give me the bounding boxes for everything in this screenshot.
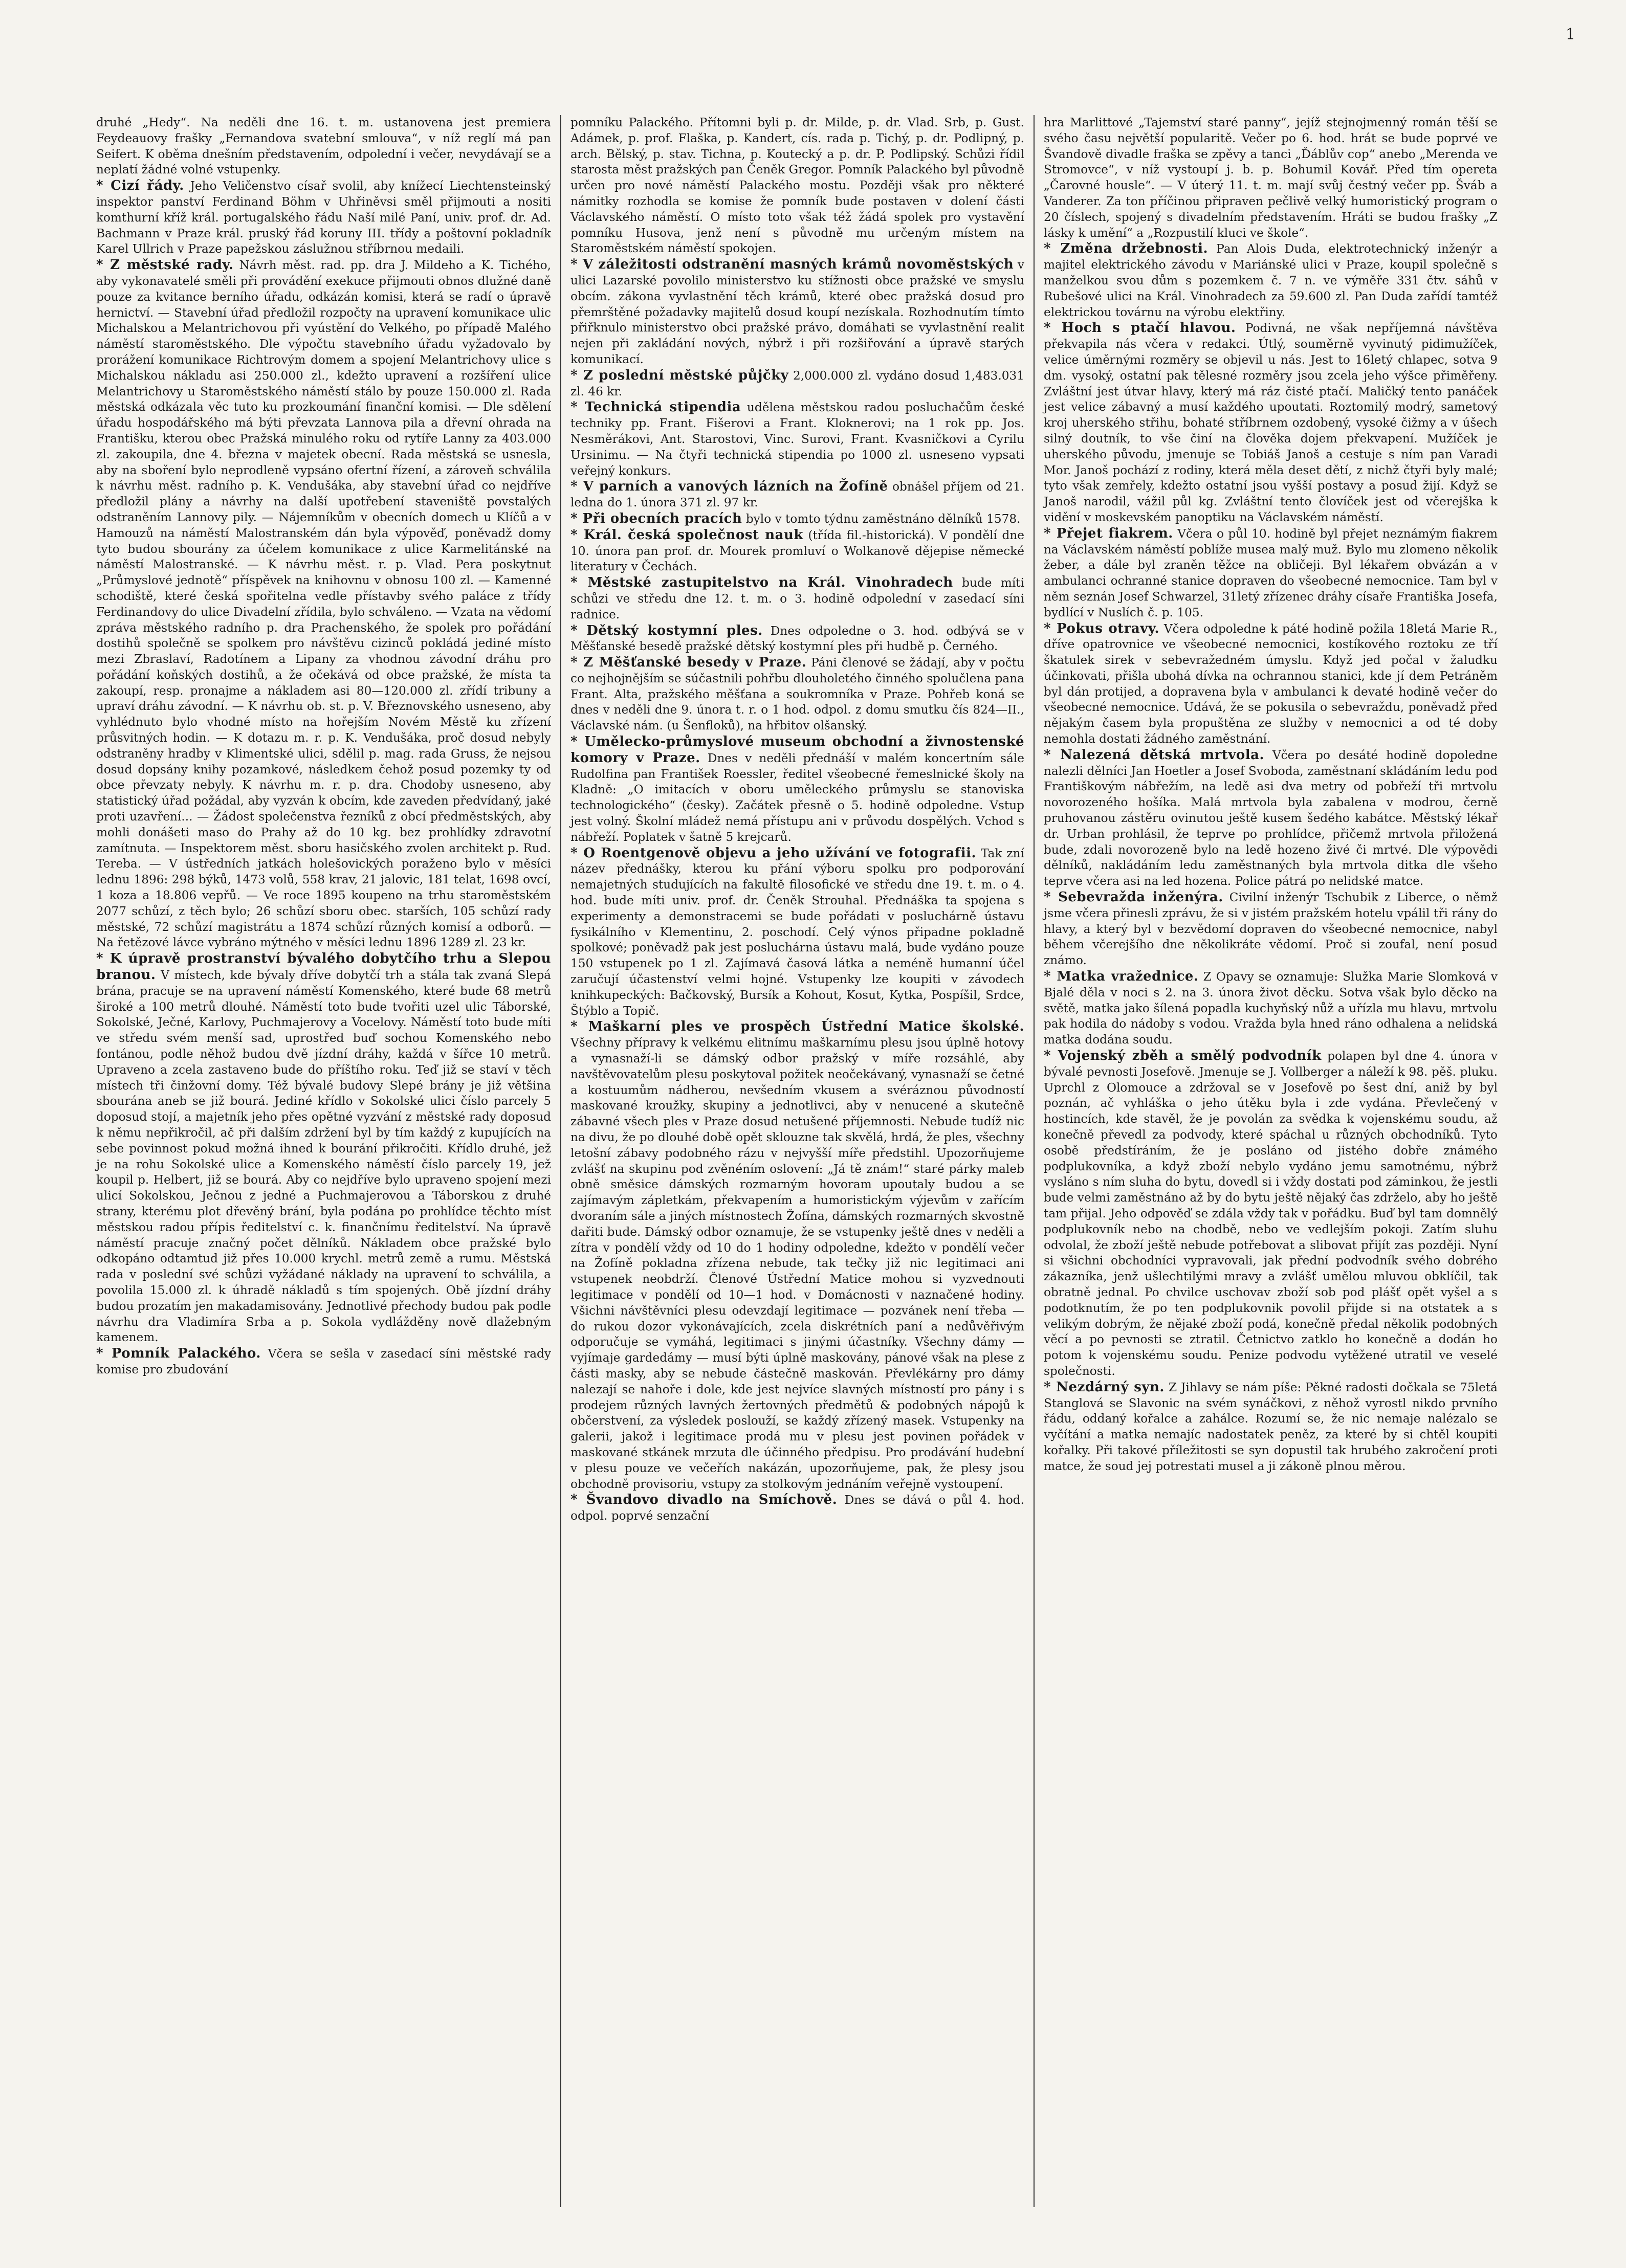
article-headline: * V záležitosti odstranění masných krámů novoměstských xyxy=(570,257,1014,273)
article-text: Dnes se dává o půl 4. hod. odpol. poprvé senzační xyxy=(570,1493,1025,1523)
article-text: Včera se sešla v zasedací síni městské rady komise pro zbudování xyxy=(96,1347,551,1376)
article-headline: * K úpravě prostranství bývalého dobytčího trhu a Slepou branou. xyxy=(96,951,551,983)
article-headline: * Dětský kostymní ples. xyxy=(570,622,763,638)
article-headline: * Z poslední městské půjčky xyxy=(570,367,789,383)
column-1 xyxy=(87,115,560,2207)
article-headline: * Vojenský zběh a smělý podvodník xyxy=(1044,1048,1322,1064)
article-text: Páni členové se žádají, aby v počtu co nejhojnějším se súčastnili pohřbu dlouholetého činného spolučlena pana Frant. Alta, pražského měšťana a soukromníka v Praze. Pohřeb koná se dnes v neděli dne 9. února t. r. o 1 hod. odpol. z domu smutku čís 824—II., Václavské nám. (u Šenfloků), na hřbitov olšanský. xyxy=(570,656,1025,733)
article xyxy=(96,1346,551,1378)
article-text: obnášel příjem od 21. ledna do 1. února 371 zl. 97 kr. xyxy=(570,480,1024,510)
article-text: Návrh měst. rad. pp. dra J. Mildeho a K. Tichého, aby vykonavatelé směli při provádění exekuce přijmouti obnos dlužné daně pouze za kvitance berního úřadu, odkázán komisi, která se radí o úpravě hernictví. — Stavební úřad předložil rozpočty na upravení komunikace ulic Michalskou a Melantrichovou při vyústění do Velkého, po případě Malého náměstí staroměstského. Dle výpočtu stavebního úřadu vyžadovalo by prorážení komunikace Richtrovým domem a spojení Melantrichovy ulice s Michalskou nákladu asi 250.000 zl., kdežto upravení a rozšíření ulice Melantrichovy u Staroměstského náměstí stálo by pouze 150.000 zl. Rada městská odkázala věc tuto ku prozkoumání finanční komisi. — Dle sdělení úřadu hospodářského má býti převzata Lannova pila a dřevní ohrada na Františku, kterou obec Pražská minulého roku od rytíře Lanny za 403.000 zl. zakoupila, dne 4. března v majetek obecní. Rada městská se usnesla, aby na sboření bylo neprodleně vypsáno ofertní řízení, a zároveň schválila k návrhu měst. radního p. K. Vendušáka, aby stavební úřad co nejdříve předložil plány a návrhy na další upotřebení staveniště povstalých odstraněním Lannovy pily. — Nájemníkům v obecních domech u Klíčů a v Hamouzů na náměstí Malostranském dán byla výpověď, poněvadž domy tyto budou sbourány za účelem komunikace z ulice Karmelitánské na náměstí Malostranské. — K návrhu měst. r. p. Vlad. Pera poskytnut „Průmyslové jednotě“ příspěvek na knihovnu v obnosu 100 zl. — Kamenné schodiště, které česká spořitelna vedle přístavby svého paláce z třídy Ferdinandovy do ulice Divadelní zřídila, bylo schváleno. — Vzata na vědomí zpráva městského radního p. dra Prachenského, že spolek pro pořádání dostihů společně se spolkem pro návštěvu cizinců pokládá jediné místo mezi Zbraslaví, Radotínem a Lipany za vhodnou závodní dráhu pro pořádání koňských dostihů, a že očekává od obce pražské, že místa ta zakoupí, resp. pronajme a nákladem asi 80—120.000 zl. zřídí tribuny a upraví dráhu závodní. — K návrhu ob. st. p. V. Březnovského usneseno, aby vyhlédnuto bylo vhodné místo na hořejším Novém Městě ku zřízení průsvitných hodin. — K dotazu m. r. p. K. Vendušáka, proč dosud nebyly odstraněny hradby v Klimentské ulici, sdělil p. mag. rada Gruss, že nejsou dosud dopsány knihy pozamkové, následkem čehož posud pozemky ty od obce převzaty nebyly. K návrhu m. r. p. dra. Chodoby usneseno, aby statistický úřad požádal, aby vyzván k obcím, kde zaveden předvídaný, jaké proti uzavření... — Žádost společenstva řezníků z obcí předměstských, aby mohli donášeti maso do Prahy až do 10 kg. bez prohlídky zdravotní zamítnuta. — Inspektorem měst. sboru hasičského zvolen architekt p. Rud. Tereba. — V ústředních jatkách holešovických poraženo bylo v měsíci lednu 1896: 298 býků, 1473 volů, 558 krav, 21 jalovic, 181 telat, 1698 ovcí, 1 koza a 18.806 vepřů. — Ve roce 1895 koupeno na trhu staroměstském 2077 schůzí, z těch bylo; 26 schůzí sboru obec. starších, 105 schůzí rady městské, 72 schůzí magistrátu a 1874 schůzí různých komisí a odborů. — Na řetězové lávce vybráno mýtného v měsíci lednu 1896 1289 zl. 23 kr. xyxy=(96,258,552,950)
article-headline: * Nezdárný syn. xyxy=(1044,1379,1164,1395)
article xyxy=(570,368,1024,400)
article xyxy=(570,1492,1024,1524)
article-text: hra Marlittové „Tajemství staré panny“, jejíž stejnojmenný román těší se svého času největší popularitě. Večer po 6. hod. hrát se bude poprvé ve Švandově divadle fraška se zpěvy a tanci „Ďáblův cop“ anebo „Merenda ve Stromovce“, v níž vystoupí j. b. p. Bohumil Kovář. Před tím opereta „Čarovné housle“. — V úterý 11. t. m. mají svůj čestný večer pp. Šváb a Vanderer. Za ton příčinou připraven pečlivě velký humoristický program o 20 číslech, spojený s divadelním představením. Hráti se budou frašky „Z lásky k umění“ a „Rozpustilí kluci ve škole“. xyxy=(1044,116,1498,240)
article-headline: * Technická stipendia xyxy=(570,399,741,415)
article xyxy=(570,115,1024,257)
article-headline: * Přejet fiakrem. xyxy=(1044,525,1173,541)
article-text: druhé „Hedy“. Na neděli dne 16. t. m. ustanovena jest premiera Feydeauovy frašky „Fernandova svatební smlouva“, v níž reglí má pan Seifert. K oběma dnešním představením, odpolední i večer, nevydávají se a neplatí žádné volné vstupenky. xyxy=(96,116,551,177)
article xyxy=(570,479,1024,511)
article-headline: * Umělecko-průmyslové museum obchodní a živnostenské komory v Praze. xyxy=(570,734,1024,766)
article xyxy=(1044,241,1498,320)
article xyxy=(96,178,551,257)
article xyxy=(96,257,551,951)
article xyxy=(570,257,1024,368)
article-text: bude míti schůzi ve středu dne 12. t. m. o 3. hodině odpolední v zasedací síni radnice. xyxy=(570,576,1025,621)
article-headline: * Hoch s ptačí hlavou. xyxy=(1044,320,1236,336)
article xyxy=(570,1019,1024,1492)
article-headline: * Sebevražda inženýra. xyxy=(1044,890,1223,905)
column-2 xyxy=(560,115,1034,2207)
article xyxy=(570,399,1024,479)
article-text: pomníku Palackého. Přítomni byli p. dr. Milde, p. dr. Vlad. Srb, p. Gust. Adámek, p. prof. Flaška, p. Kandert, cís. rada p. Tichý, p. dr. Podlipný, p. arch. Bělský, p. stav. Tichna, p. Koutecký a p. dr. P. Podlipský. Schůzi řídil starosta měst pražských pan Čeněk Gregor. Pomník Palackého byl původně určen pro nové náměstí Palackého mostu. Později však pro některé námitky rozhodla se komise že pomník bude postaven v dolení části Václavského náměstí. O místo toto však též žádá spolek pro vystavění pomníku Husova, jenž není s původně mu určeným místem na Staroměstském náměstí spokojen. xyxy=(570,116,1024,256)
article-headline: * Změna držebnosti. xyxy=(1044,241,1208,257)
article-headline: * Cizí řády. xyxy=(96,178,184,194)
columns xyxy=(87,115,1509,2207)
article-headline: * Pomník Palackého. xyxy=(96,1346,261,1362)
article-text: polapen byl dne 4. února v bývalé pevnosti Josefově. Jmenuje se J. Vollberger a náleží k 98. pěš. pluku. Uprchl z Olomouce a zdržoval se v Josefově po šest dní, aniž by byl poznán, ač vyhláška o jeho útěku byla i zde vydána. Převlečený v hostincích, kde stavěl, že je povolán za svědka k vojenskému soudu, až konečně převedl za podvody, které spáchal u různých obchodníků. Tyto osobě předstíráním, že je posláno od jistého dobře známého podplukovníka, a když zboží nebylo vydáno jemu samotnému, nýbrž vysláno s ním sluha do bytu, dovedl si i vždy dostati pod záminkou, že jestli bude velmi zaměstnáno až by do bytu ještě nějaký čas zdrželo, aby ho ještě tam přijal. Jeho odpověď se zdála vždy tak v pořádku. Buď byl tam domnělý podplukovník nebo na chodbě, nebo ve vedlejším pokoji. Zatím sluhu odvolal, že zboží ještě nebude potřebovat a slibovat přijít zas později. Nyní si všichni obchodníci vypravovali, jak přední podvodník svého dobrého zákazníka, jenž ušlechtilými mravy a zvlášť umělou mluvou obklíčil, tak obratně jednal. Po chvilce uschovav zboží sob pod plášť opět vyšel a s podotknutím, že po ten podplukovnik povolil přijde si na otstatek a s velikým dobrým, že nějaké zboží podá, konečně předal několik podobných věcí a po pevnosti se ztratil. Četnictvo zatklo ho konečně a dodán ho potom k vojenskému soudu. Penize podvodu vytěžené utratil ve veselé společnosti. xyxy=(1044,1049,1498,1378)
article-headline: * Při obecních pracích xyxy=(570,510,742,526)
article xyxy=(570,575,1024,622)
article-headline: * O Roentgenově objevu a jeho užívání ve fotografii. xyxy=(570,845,977,861)
article-headline: * Městské zastupitelstvo na Král. Vinohradech xyxy=(570,575,953,591)
article-headline: * Nalezená dětská mrtvola. xyxy=(1044,747,1265,763)
article-text: Civilní inženýr Tschubik z Liberce, o němž jsme včera přinesli zprávu, že si v jistém pražském hotelu vpálil tři rány do hlavy, a který byl v bezvědomí dopraven do všeobecné nemocnice, nabyl během včerejšího dne několikráte vědomí. Proč si zoufal, není posud známo. xyxy=(1044,891,1498,968)
article-headline: * Král. česká společnost nauk xyxy=(570,527,803,543)
article-text: Jeho Veličenstvo císař svolil, aby knížecí Liechtensteinský inspektor panství Ferdinand Böhm v Uhřiněvsi směl přijmouti a nositi komthurní kříž král. portugalského řádu Naší milé Paní, univ. prof. dr. Ad. Bachmann v Praze král. pruský řád koruny III. třídy a poštovní pokladník Karel Ullrich v Praze papežskou záslužnou stříbrnou medaili. xyxy=(96,179,552,256)
article-text: udělena městskou radou posluchačům české techniky pp. Frant. Fišerovi a Frant. Kloknerovi; na 1 rok pp. Jos. Nesměrákovi, Ant. Starostovi, Vinc. Surovi, Frant. Kvasničkovi a Cyrilu Ursinimu. — Na čtyři technická stipendia po 1000 zl. usneseno vypsati veřejný konkurs. xyxy=(570,401,1024,478)
article-text: Z Jihlavy se nám píše: Pěkné radosti dočkala se 75letá Stanglová se Slavonic na svém synáčkovi, z něhož vyrostl nikdo prvního řádu, oddaný kořalce a zahálce. Rozumí se, že nic nemaje nalézalo se vyčítání a matka nemajíc nadostatek peněz, za které by si chtěl koupiti kořalky. Při takové příležitosti se syn dopustil tak hrubého zakročení proti matce, že soud jej potrestati musel a ji zákoně plnou měrou. xyxy=(1044,1380,1498,1473)
article-text: (třída fil.-historická). V pondělí dne 10. února pan prof. dr. Mourek promluví o Wolkanově dějepise německé literatury v Čechách. xyxy=(570,528,1025,574)
article xyxy=(1044,621,1498,747)
article-headline: * Švandovo divadlo na Smíchově. xyxy=(570,1492,838,1508)
article xyxy=(1044,115,1498,241)
article xyxy=(96,115,551,178)
article-headline: * Pokus otravy. xyxy=(1044,620,1160,636)
article-text: Podivná, ne však nepříjemná návštěva překvapila nás včera v redakci. Útlý, souměrně vyvinutý pidimužíček, velice úměrnými rozměry se objevil u nás. Jest to 16letý chlapec, sotva 9 dm. vysoký, ostatní pak tělesné rozměry jsou zcela jeho výšce přiměřeny. Zvláštní jest útvar hlavy, který má ráz čisté ptačí. Maličký tento panáček jest velice zábavný a musí každého upoutati. Roztomilý modrý, sametový kroj uherského střihu, bohaté stříbrnem ozdobený, vysoké čižmy a v úšech silný doutník, to vše činí na člověka dojem překvapení. Mužíček je uherského původu, jmenuje se Tobiáš Janoš a cestuje s ním pan Varadi Mor. Janoš pochází z rodiny, která měla deset dětí, z nichž čtyři byly malé; tyto však zemřely, kdežto ostatní jsou vyšší postavy a posud žijí. Když se Janoš narodil, vážil půl kg. Zvláštní tento človíček jest od včerejška k vidění v moskevském panoptiku na Václavském náměstí. xyxy=(1044,321,1498,524)
article-text: Včera po desáté hodině dopoledne nalezli dělníci Jan Hoetler a Josef Svoboda, zaměstnaní skládáním ledu pod Františkovým nábřežím, na ledě asi dva metry od pobřeží tři mrtvolu novorozeného hošíka. Malá mrtvola byla zabalena v modrou, černě pruhovanou zástěru ovinutou ještě kusem šedého kabátce. Městský lékař dr. Urban prohlásil, že teprve po prohlídce, přičemž mrtvola přiložená bude, zdali novorozeně bylo na ledě hozeno živé či mrtvé. Dle výpovědi dělníků, nakládáním ledu zaměstnaných byla mrtvola ditka dle všeho teprve včera asi na led hozena. Police pátrá po nelidské matce. xyxy=(1044,748,1498,888)
article-text: V místech, kde bývaly dříve dobytčí trh a stála tak zvaná Slepá brána, pracuje se na upravení náměstí Komenského, které bude 68 metrů široké a 100 metrů dlouhé. Náměstí toto bude tvořiti uzel ulic Táborské, Sokolské, Ječné, Karlovy, Puchmajerovy a Vocelovy. Náměstí toto bude míti ve středu svém menší sad, uprostřed buď sochou Komenského nebo fontánou, podle něhož budou dvě jízdní dráhy, každá v šířce 10 metrů. Upraveno a zcela zastaveno bude do příštího roku. Teď již se staví v těch místech tři činžovní domy. Též bývalé budovy Slepé brány je již většina sbourána aneb se již bourá. Jediné křídlo v Sokolské ulici číslo parcely 5 doposud stojí, a majetník jeho přes opětné vyzvání z městské rady doposud k němu nepřikročil, ač při dalším zdržení byl by tím každý z kupujících na sebe povinnost pokud možná ihned k bourání přikročiti. Křídlo druhé, jež je na rohu Sokolské ulice a Komenského náměstí číslo parcely 19, jež koupil p. Helbert, již se bourá. Aby co nejdříve bylo upraveno spojení mezi ulicí Sokolskou, Ječnou z jedné a Puchmajerovou a Táborskou z druhé strany, kterému plot dřevěný brání, byla podána po prohlídce těchto míst městskou radou přípis ředitelství c. k. finančnímu ředitelství. Na úpravě náměstí pracuje značný počet dělníků. Nákladem obce pražské bylo odkopáno odtamtud již přes 10.000 krychl. metrů země a rumu. Městská rada v poslední své schůzi vyžádané náklady na upravení to schválila, a povolila 15.000 zl. k úhradě nákladů s tím spojených. Obě jízdní dráhy budou prozatím jen makadamisovány. Jednotlivé přechody budou pak podle návrhu dra Vladimíra Srba a p. Sokola vydlážděny nově dlažebným kamenem. xyxy=(96,968,552,1345)
article-text: Všechny přípravy k velkému elitnímu maškarnímu plesu jsou úplně hotovy a vynasnaží-li se dámský odbor pražský v míře rozsáhlé, aby navštěvovatelům plesu poskytoval požitek neočekávaný, vynasnaží se četné a kostuumům nádherou, nevšedním vkusem a svéráznou původností maskované kroužky, skupiny a jednotlivci, aby v nenucené a skutečně zábavné všech ples v Praze dosud netušené příjemnosti. Nebude tudíž nic na divu, že po dlouhé době opět sklouzne tak skvělá, hrdá, že ples, všechny letošní zábavy podobného rázu v nejvyšší míře předstihl. Upozorňujeme zvlášť na skupinu pod zvěnéním oslovení: „Já tě znám!“ staré párky maleb obně směsice dámských rozmarným hovoram upoutaly budou a se zajímavým zápletkám, překvapením a humoristickým výjevům v zařícím dvoraním sále a jiných místnostech Žofína, dámských rozmarných skvostně dařiti bude. Dámský odbor oznamuje, že se vstupenky ještě dnes v neděli a zítra v pondělí vždy od 10 do 1 hodiny odpoledne, kdežto v pondělí večer na Žofíně pokladna zřízena nebude, tak tečky již nic legitimaci ani vstupenek neobdrží. Členové Ústřední Matice mohou si vyzvednouti legitimace v pondělí od 10—1 hod. v Domácnosti v naznačené hodiny. Všichni návštěvníci plesu odevzdají legitimace — pozvánek není třeba — do rukou dozor vykonávajících, zcela diskrétních paní a nedůvěřivým odporučuje se vymáhá, legitimaci s jinými účastníky. Všechny dámy — vyjímaje gardedámy — musí býti úplně maskovány, pánové však na plese z části masky, aby se nebude částečně maskován. Převlékárny pro dámy nalezají se nahoře i dole, kde jest nejvíce slavných místností pro pány i s prodejem různých lavných žertovných předmětů & podobných nápojů k občerstvení, za výsledek poslouží, se každý zřízený masek. Vstupenky na galerii, jakož i legitimace prodá mu v plesu jest povinen pořádek v maskované stkánek mrzuta dle účinného předpisu. Pro prodávání hudební v plesu pouze ve večeřích nakázán, upozorňujeme, pak, že plesy jsou obchodně provisoriu, vstupy za stolkovým jednáním veřejně vystoupení. xyxy=(570,1036,1024,1491)
article xyxy=(570,511,1024,527)
article-text: Dnes v neděli přednáší v malém koncertním sále Rudolfina pan František Roessler, ředitel všeobecné řemeslnické školy na Kladně: „O imitacích v oboru uměleckého průmyslu se stanoviska technologického“ (česky). Začátek přesně o 5. hodině odpoledne. Vstup jest volný. Školní mládež nemá přístupu ani v průvodu dospělých. Vchod s nábřeží. Poplatek v šatně 5 krejcarů. xyxy=(570,751,1024,844)
article-text: v ulici Lazarské povolilo ministerstvo ku stížnosti obce pražské ve smyslu obcím. zákona vyvlastnění těch krámů, které obec pražská dosud pro přemrštěné požadavky majitelů dosud koupí nezískala. Rozhodnutím tímto přiřknulo ministerstvo obci pražské právo, domáhati se vyvlastnění realit nejen při zakládání nových, nýbrž i při rozšiřování a úpravě starých komunikací. xyxy=(570,258,1025,366)
article xyxy=(1044,1048,1498,1380)
article-text: Včera odpoledne k páté hodině požila 18letá Marie R., dříve opatrovnice ve všeobecné nemocnici, kostíkového roztoku ze tří škatulek sirek v sebevražedném úmyslu. Když jed počal v žaludku účinkovati, přišla ubohá dívka na ochrannou stanici, kde jí dem Petráněm byl dán protijed, a dopravena byla v ambulanci k devaté hodině večer do všeobecné nemocnice. Udává, že se pokusila o sebevraždu, poněvadž před nějakým časem byla propuštěna ze služby v nemocnici a od té doby nemohla dostati žádného zaměstnání. xyxy=(1044,621,1498,746)
article xyxy=(570,655,1024,734)
article-text: Tak zní název přednášky, kterou ku přání výboru spolku pro podporování nemajetných studujících na fakultě filosofické ve středu dne 19. t. m. o 4. hod. bude míti univ. prof. dr. Čeněk Strouhal. Přednáška ta spojena s experimenty a demonstracemi se bude pořádati v posluchárně ústavu fysikálního v Klementinu, 2. poschodí. Celý výnos připadne pokladně spolkové; poněvadž pak jest posluchárna ústavu malá, bude vydáno pouze 150 vstupenek po 1 zl. Zajímavá časová látka a neméně humanní účel zaručují účastenství velmi hojné. Vstupenky lze koupiti v závodech knihkupeckých: Bačkovský, Bursík a Kohout, Kosut, Kytka, Pospíšil, Srdce, Štýblo a Topič. xyxy=(570,846,1025,1018)
article-text: 2,000.000 zl. vydáno dosud 1,483.031 zl. 46 kr. xyxy=(570,368,1024,398)
article-text: Pan Alois Duda, elektrotechnický inženýr a majitel elektrického závodu v Mariánské ulici v Praze, koupil společně s manželkou svou dům s pozemkem č. 7 n. ve výměře 331 čtv. sáhů v Rubešové ulici na Král. Vinohradech za 59.600 zl. Pan Duda zařídí tamtéž elektrickou továrnu na výrobu elektřiny. xyxy=(1044,242,1498,319)
article xyxy=(96,951,551,1346)
article-headline: * Maškarní ples ve prospěch Ústřední Matice školské. xyxy=(570,1019,1024,1035)
page-number: 1 xyxy=(1566,26,1576,43)
article xyxy=(570,846,1024,1019)
article-text: Včera o půl 10. hodině byl přejet neznámým fiakrem na Václavském náměstí poblíže musea malý muž. Bylo mu zlomeno několik žeber, a dále byl zraněn těžce na obličeji. Byl lékařem obvázán a v ambulanci ochranné stanice dopraven do všeobecné nemocnice. Tam byl v něm seznán Josef Schwarzel, 31letý zřízenec dráhy císaře Františka Josefa, bydlící v Nuslích č. p. 105. xyxy=(1044,526,1498,619)
article xyxy=(570,527,1024,575)
article xyxy=(1044,969,1498,1048)
article xyxy=(570,734,1024,846)
article-headline: * Z Měšťanské besedy v Praze. xyxy=(570,655,807,671)
article-headline: * V parních a vanových lázních na Žofíně xyxy=(570,479,888,495)
article-headline: * Matka vražednice. xyxy=(1044,969,1199,985)
article xyxy=(1044,1380,1498,1475)
article xyxy=(1044,890,1498,969)
article-headline: * Z městské rady. xyxy=(96,257,234,273)
article-text: bylo v tomto týdnu zaměstnáno dělníků 1578. xyxy=(745,512,1021,526)
article xyxy=(1044,747,1498,890)
article xyxy=(1044,320,1498,525)
article xyxy=(1044,526,1498,621)
article xyxy=(570,623,1024,655)
column-3 xyxy=(1034,115,1507,2207)
article-text: Z Opavy se oznamuje: Služka Marie Slomková v Bjalé děla v noci s 2. na 3. února život děcku. Sotva však bylo děcko na světě, matka jako šílená popadla kuchyňský nůž a uřízla mu hlavu, mrtvolu pak hodila do nádoby s vodou. Vražda byla hned ráno odhalena a nelidská matka dodána soudu. xyxy=(1044,970,1498,1047)
article-text: Dnes odpoledne o 3. hod. odbývá se v Měšťanské besedě pražské dětský kostymní ples při hudbě p. Černého. xyxy=(570,624,1024,654)
